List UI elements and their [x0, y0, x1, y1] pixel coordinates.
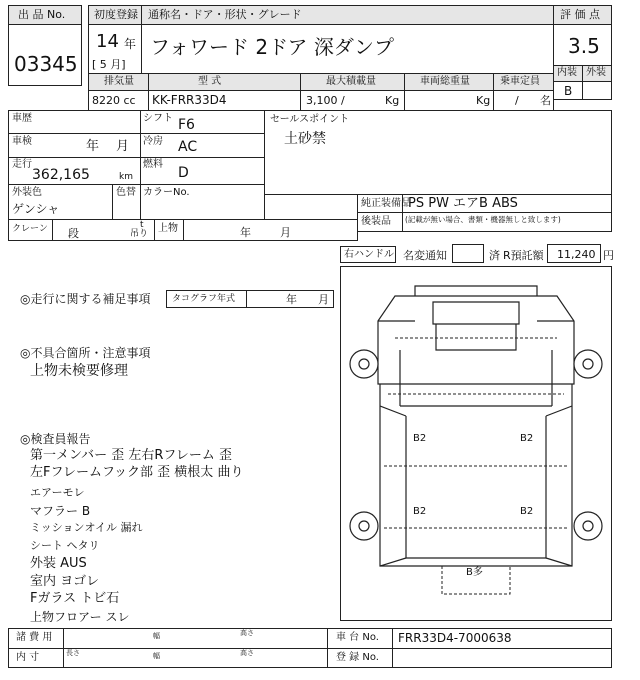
- ac-value: AC: [178, 139, 198, 155]
- height-label: 高さ: [240, 649, 254, 657]
- post-install-label: 後装品: [361, 216, 391, 227]
- exterior-label: 外装: [586, 67, 606, 78]
- shift-value: F6: [178, 117, 195, 133]
- inspector-line: Fガラス トビ石: [30, 591, 120, 606]
- crane-lift: 吊り: [130, 229, 149, 239]
- displacement-label: 排気量: [104, 76, 134, 87]
- roof-month: 月: [280, 226, 291, 239]
- crane-steps: 段: [68, 227, 79, 240]
- inspector-line: 上物フロアー スレ: [30, 610, 130, 624]
- width-label: 幅: [153, 652, 160, 660]
- fuel-label: 燃料: [143, 159, 163, 170]
- inspector-line: エアーモレ: [30, 486, 85, 499]
- first-reg-year-unit: 年: [124, 37, 137, 51]
- inspector-line: 室内 ヨゴレ: [30, 574, 100, 589]
- max-load-label: 最大積載量: [326, 76, 376, 87]
- fuel-value: D: [178, 165, 189, 181]
- inspector-line: マフラー B: [30, 504, 91, 518]
- defects-line: 上物未検要修理: [30, 363, 128, 379]
- name-change-box: [452, 244, 484, 263]
- chassis-label: 車 台 No.: [336, 632, 379, 643]
- first-reg-month: [ 5 月]: [92, 58, 126, 71]
- inspection-label: 車検: [12, 136, 32, 147]
- tachograph-label: タコグラフ年式: [172, 294, 236, 304]
- length-label: 長さ: [66, 649, 80, 657]
- height-label: 高さ: [240, 629, 254, 637]
- lot-number: 03345: [14, 52, 78, 76]
- roof-year: 年: [240, 226, 251, 239]
- roof-label: 上物: [158, 223, 178, 234]
- exterior-grade-cell: [582, 81, 612, 100]
- capacity-value: /: [515, 94, 519, 107]
- gross-weight-label: 車両総重量: [420, 76, 470, 87]
- crane-tons: t: [140, 220, 144, 230]
- equipment-value: PS PW エアB ABS: [408, 196, 518, 211]
- inspector-line: ミッションオイル 漏れ: [30, 521, 143, 534]
- steering-value: 右ハンドル: [344, 249, 394, 260]
- defects-label: ◎不具合箇所・注意事項: [20, 346, 151, 360]
- yen-unit: 円: [603, 249, 614, 262]
- inspector-line: 第一メンバー 歪 左右Rフレーム 歪: [30, 448, 232, 463]
- name-change-label: 名変通知: [403, 249, 447, 262]
- ext-color-value: ゲンシャ: [12, 202, 60, 216]
- crane-label: クレーン: [12, 224, 48, 234]
- width-label: 幅: [153, 632, 160, 640]
- mileage-label: 走行: [12, 159, 32, 170]
- color-no-label: カラーNo.: [143, 187, 190, 198]
- grade-value: 3.5: [568, 34, 600, 58]
- ac-label: 冷房: [143, 136, 163, 147]
- inspection-month: 月: [116, 139, 130, 154]
- damage-mark: B2: [520, 433, 534, 444]
- gross-weight-kg: Kg: [476, 94, 491, 107]
- grade-label: 評 価 点: [560, 8, 600, 21]
- inspector-line: 外装 AUS: [30, 556, 87, 571]
- reg-label: 登 録 No.: [336, 652, 379, 663]
- max-load-value: 3,100 /: [306, 94, 345, 107]
- running-notes-label: ◎走行に関する補足事項: [20, 292, 151, 306]
- damage-mark: B2: [413, 506, 427, 517]
- model-name: フォワード 2ドア 深ダンプ: [150, 35, 395, 59]
- sales-point-value: 土砂禁: [284, 131, 326, 147]
- damage-mark: B多: [466, 567, 483, 578]
- post-install-note: (記載が無い場合、書類・機器無しと致します): [405, 215, 561, 224]
- inspector-report-label: ◎検査員報告: [20, 432, 91, 446]
- history-label: 車歴: [12, 113, 32, 124]
- shift-label: シフト: [143, 113, 173, 124]
- interior-grade: B: [564, 84, 573, 98]
- fees-label: 諸 費 用: [16, 632, 53, 643]
- recycle-fee-label: R預託額: [503, 249, 544, 262]
- max-load-kg: Kg: [385, 94, 400, 107]
- inspection-year: 年: [86, 139, 100, 154]
- recycle-fee-value: 11,240: [557, 248, 596, 261]
- sales-point-label: セールスポイント: [270, 114, 350, 125]
- first-reg-year: 14: [96, 31, 119, 52]
- mileage-unit: km: [119, 172, 133, 182]
- interior-label: 内装: [557, 67, 577, 78]
- color-change-label: 色替: [116, 187, 136, 198]
- displacement-value: 8220 cc: [92, 94, 136, 107]
- capacity-label: 乗車定員: [500, 76, 540, 87]
- recycle-done: 済: [489, 249, 500, 262]
- mileage-value: 362,165: [32, 167, 90, 183]
- inner-dims-label: 内 寸: [16, 652, 40, 663]
- inspector-line: シート ヘタリ: [30, 539, 100, 552]
- tachograph-month: 月: [318, 293, 329, 306]
- equipment-label: 純正装備品: [361, 198, 411, 209]
- ext-color-label: 外装色: [12, 187, 42, 198]
- model-code-label: 型 式: [198, 76, 222, 87]
- model-code-value: KK-FRR33D4: [152, 93, 227, 107]
- spec-label-row: [88, 73, 554, 91]
- damage-mark: B2: [413, 433, 427, 444]
- inspector-line: 左Fフレームフック部 歪 横根太 曲り: [30, 465, 244, 480]
- chassis-no: FRR33D4-7000638: [398, 631, 512, 645]
- model-header-label: 通称名・ドア・形状・グレード: [148, 8, 302, 21]
- tachograph-year: 年: [286, 293, 297, 306]
- capacity-unit: 名: [540, 94, 551, 107]
- damage-mark: B2: [520, 506, 534, 517]
- first-reg-label: 初度登録: [94, 8, 138, 21]
- lot-label: 出 品 No.: [18, 8, 66, 21]
